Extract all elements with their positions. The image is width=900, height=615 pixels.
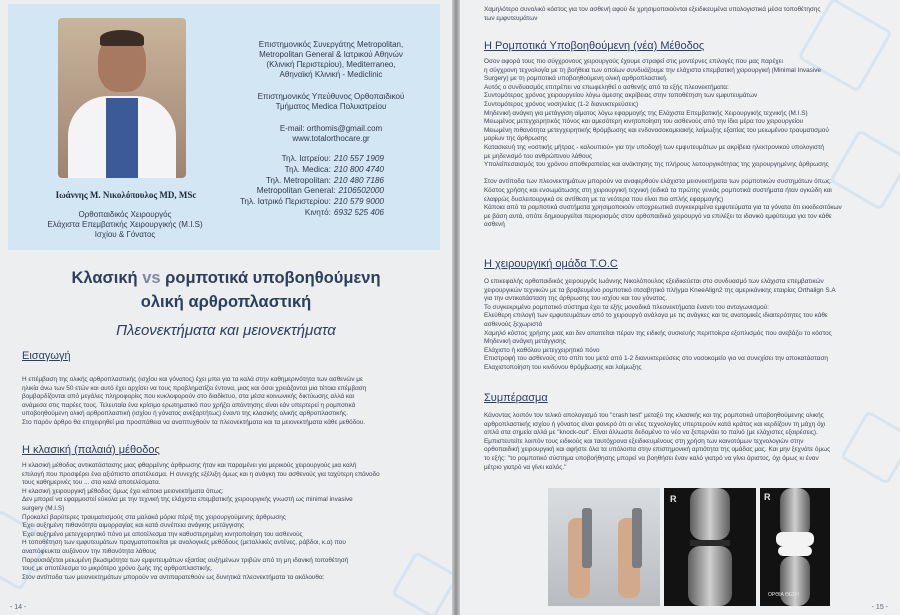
text-line: για την αντικατάσταση της άρθρωσης του ισχίου και του γόνατος. — [484, 295, 668, 303]
text-line: τους με αποτέλεσμα το μικρότερο χρόνο ζωής της αρθροπλαστικής. — [22, 565, 213, 573]
text-line: το εξής: "το ρομποτικό σύστημα υποβοήθησης μπορεί να βοηθήσει έναν καλό γιατρό να γίνει άριστος, όχι όμως κι έναν — [484, 454, 819, 462]
text-line: ασθενούς ξεχωριστά — [484, 320, 543, 328]
section-heading-robotic: Η Ρομποτικά Υποβοηθούμενη (νέα) Μέθοδος — [484, 40, 705, 52]
text-line: Προκαλεί βαρύτερες τραυματισμούς στα μαλακά μόρια πέριξ της χειρουργούμενης άρθρωσης — [22, 513, 286, 521]
text-line: Η κλασική μέθοδος αντικατάστασης μιας φθαρμένης άρθρωσης ήταν και παραμένει για μερικούς χειρουργούς μια καλή — [22, 462, 357, 469]
affiliation-line: Metropolitan General & Ιατρικού Αθηνών — [259, 50, 403, 59]
text-line: Όσον αφορά τους πιο σύγχρονους χειρουργούς έχουμε στραφεί στις μοντέρνες επιλογές που μας παρέχει — [484, 58, 783, 65]
page-number: - 14 - — [10, 604, 27, 611]
email-link[interactable]: E-mail: orthomis@gmail.com — [279, 124, 383, 133]
affiliations-block-1 — [226, 40, 436, 80]
text-line: Κόστος χρήσης και ενσωμάτωσης στη χειρουργική τεχνική (ειδικά τα πρώτης γενιάς ρομποτικά συστήματα ήταν ογκώδη και — [484, 186, 832, 194]
affiliation-line: Τμήματος Medica Πολυιατρείου — [275, 102, 387, 111]
text-line: με βάση αυτά, οπότε δημιουργείται περιορισμός στον ορθοπαιδικό χειρουργό να επιλέξει τα ιδανικό εμφύτευμα για τον κάθε — [484, 212, 832, 220]
text-line: Μειωμένη πιθανότητα μετεγχειρητικής θρόμβωσης και ενδονοσοκομειακής λοίμωξης εξαιτίας του μειωμένου τραυματισμού — [484, 126, 829, 134]
text-line: Στον αντίποδα των πλεονεκτημάτων μπορούν να αναφερθούν ελάχιστα μειονεκτήματα των ρομποτικών συστημάτων όπως: — [484, 178, 832, 186]
text-line: Η κλασική χειρουργική μέθοδος όμως έχει κάποια μειονεκτήματα όπως: — [22, 487, 224, 495]
phone-number[interactable]: 210 480 7186 — [333, 175, 384, 185]
text-line: Ελεύθερη επιλογή των εμφυτευμάτων από το χειρουργό ανάλογα με τις ανάγκες και τις ανατομικές ιδιαιτερότητες του κάθε — [484, 312, 828, 320]
text-line: απλά στα σημεία αλλά με "knock-out". Είναι άλλωστε δεδομένο το νέο να ξεπερνάει το παλιό (με ελάχιστες εξαιρέσεις). — [484, 429, 818, 437]
article-subtitle: Πλεονεκτήματα και μειονεκτήματα — [116, 322, 336, 339]
phone-number[interactable]: 210 800 4740 — [333, 164, 384, 174]
text-line: Στο παρόν άρθρο θα επιχειρηθεί μια προσπάθεια να αναπτυχθούν τα πλεονεκτήματα και τα μειονεκτήματα κάθε μεθόδου. — [22, 418, 366, 426]
section-heading-intro: Εισαγωγή — [22, 350, 71, 362]
text-line: Δεν μπορεί να εφαρμοστεί εύκολα με την τεχνική της ελάχιστα επεμβατικής χειρουργικής γνωστή ως minimal invasive — [22, 496, 353, 504]
contact-list — [214, 154, 444, 219]
contact-row: Τηλ. Medica: 210 800 4740 — [284, 164, 384, 174]
text-line: των εμφυτευμάτων — [484, 14, 538, 22]
text-line: Ο επικεφαλής ορθοπαιδικός χειρουργός Ιωάννης Νικολόπουλος εξειδικεύεται στο συνδυασμό των ελάχιστα επεμβατικών — [484, 278, 824, 285]
text-line: Κάνοντας λοιπόν τον τελικό απολογισμό του "crash test" μεταξύ της κλασικής και της ρομποτικά υποβοηθούμενης ολικής — [484, 412, 824, 419]
doctor-name: Ιωάννης Μ. Νικολόπουλος MD, MSc — [55, 190, 197, 200]
section-body-intro — [22, 376, 440, 432]
text-line: Κάποια από τα ρομποτικά συστήματα χρησιμοποιούν υποχρεωτικά συγκεκριμένα εμφυτεύματα για τα γόνατα ότι εκκιδεσιτόκων — [484, 204, 842, 212]
affiliation-line: Επιστημονικός Συνεργάτης Metropolitan, — [258, 40, 404, 49]
text-line: αναπόφευκτα αυξάνουν την πιθανότητα λάθους — [22, 547, 157, 555]
text-line: Έχει αυξημένο μετεγχειρητικό πόνο με αποτέλεσμα την καθυστερημένη κινητοποίηση του ασθενούς — [22, 530, 303, 538]
text-line: Η επέμβαση της ολικής αρθροπλαστικής (ισχίου και γόνατος) έχει μπει για τα καλά στην καθημερινότητα των ασθενών με — [22, 376, 363, 383]
text-line: Το συγκεκριμένο ρομποτικό σύστημα έχει τα εξής μοναδικά πλεονεκτήματα έναντι του ανταγωνισμού: — [484, 303, 769, 311]
text-line: ελαφρώς δυσλειτουργικά σε αντίθεση με τα νεότερα που είναι πιο απλής εφαρμογής) — [484, 195, 724, 203]
robotic-device-photo — [548, 488, 660, 606]
text-line: υποβοηθούμενη ολική αρθροπλαστική (ισχίου ή γόνατος ανεξαρτήτως) έναντι της κλασικής ολικής αρθροπλαστικής. — [22, 410, 348, 418]
text-line: Ελάχιστο ή καθόλου μετεγχειρητικό πόνο — [484, 346, 600, 354]
text-line: Μηδενική ανάγκη μετάγγισης — [484, 338, 566, 346]
text-line: Στον αντίποδα των μειονεκτημάτων μπορούν να αντιπαρατεθούν ως δυνητικά πλεονεκτήματα τα ακόλουθα: — [22, 573, 325, 581]
affiliation-line: (Κλινική Περιστερίου), Mediterraneo, — [266, 60, 396, 69]
text-line: Εμπιστευτείτε λοιπόν τους ειδικούς και ταυτόχρονα εξειδικευμένους στη χρήση των καινοτόμων τεχνολογιών στην — [484, 437, 804, 445]
doctor-role-line: Ορθοπαιδικός Χειρουργός — [78, 210, 172, 219]
section-body-classic — [22, 462, 440, 602]
section-heading-team: Η χειρουργική ομάδα T.O.C — [484, 258, 618, 270]
text-line: ηλικία άνω των 50 ετών και αυτό έχει αρχίσει να τους προβληματίζει έντονα, μιας και όσοι χρειάζονται μια τέτοια επέμβαση — [22, 384, 367, 392]
text-line: ανάμεσα στις παρέες τους. Τελευταία ένα κρίσιμο ερωτηματικό που χρήζει απάντησης είναι εάν υπερτερεί η ρομποτικά — [22, 401, 356, 409]
text-line: ασθενή — [484, 221, 505, 229]
image-strip — [548, 488, 830, 606]
continued-text — [484, 6, 884, 24]
phone-number[interactable]: 210 557 1909 — [333, 154, 384, 163]
section-heading-conclusion: Συμπέρασμα — [484, 392, 548, 404]
text-line: Η τοποθέτηση των εμφυτευμάτων πραγματοποιείται με αναλογικές μεθόδους (μεταλλικές αντένες, ράβδοι, κ.α) που — [22, 539, 346, 547]
affiliation-line: Αθηναϊκή Κλινική - Mediclinic — [279, 70, 383, 79]
text-line: Κατασκευή της «οστικής μήτρας - καλουπιού» για την υποδοχή των εμφυτευμάτων με ακρίβεια ηλεκτρονικού υπολογιστή — [484, 143, 824, 151]
section-body-robotic — [484, 58, 888, 248]
text-line: Έχει αυξημένη πιθανότητα αιμορραγίας και κατά συνέπεια ανάγκης μετάγγισης — [22, 522, 245, 530]
text-line: Παρουσιάζεται μειωμένη βιωσιμότητα των εμφυτευμάτων εξαιτίας αυξημένων τριβών από τη μη ιδανική τοποθέτησή — [22, 556, 349, 564]
text-line: Συντομότερος χρόνος νοσηλείας (1-2 διανυκτερεύσεις) — [484, 100, 639, 108]
text-line: η σύγχρονη τεχνολογία με τη βοήθεια των οποίων συνδυάζουμε την ελάχιστα επεμβατική χειρουργική (Minimal Invasive — [484, 66, 821, 74]
text-line: ορθοπαιδική χειρουργική και αφήστε όλα τα υπόλοιπα στην επιστημονική αρτιότητα της ομάδας μας. Και μην ξεχνάτε όμως — [484, 446, 831, 454]
text-line: Μειωμένος μετεγχειρητικός πόνος και αμεσότερη κινητοποίηση του ασθενούς από την ίδια μέρα του χειρουργείου — [484, 118, 804, 126]
text-line: Ελαχιστοποίηση του κινδύνου θρόμβωσης και λοίμωξης — [484, 363, 642, 371]
section-body-team — [484, 278, 888, 376]
text-line: μορίων της άρθρωσης — [484, 135, 548, 143]
affiliations-block-2 — [226, 92, 436, 112]
right-page — [460, 0, 900, 615]
text-line: αρθροπλαστικής ισχίου ή γόνατος είναι φανερό ότι οι νέες τεχνολογίες υπερτερούν κατά κράτος και κερδίζουν τη μάχη όχι — [484, 420, 826, 428]
text-line: Αυτός ο συνδυασμός επιτρέπει να επωφεληθεί ο ασθενής από τα εξής πλεονεκτήματα: — [484, 83, 729, 91]
phone-number[interactable]: 6932 525 406 — [333, 207, 384, 217]
website-link[interactable]: www.totalorthocare.gr — [292, 134, 370, 143]
text-line: Επιστροφή του ασθενούς στο σπίτι του μετά από 1-2 διανυκτερεύσεις στο νοσοκομείο για να συνεχίσει την αποκατάσταση — [484, 355, 828, 363]
text-line: Μηδενική ανάγκη για μετάγγιση αίματος λόγω εφαρμογής της Ελάχιστα Επεμβατικής Χειρουργικής τεχνικής (M.I.S) — [484, 109, 808, 117]
doctor-role-line: Ελάχιστα Επεμβατικής Χειρουργικής (M.I.S) — [47, 220, 203, 229]
text-line: surgery (M.I.S) — [22, 504, 65, 512]
contact-row: Τηλ. Metropolitan: 210 480 7186 — [265, 175, 384, 185]
text-line: χειρουργικών τεχνικών με τα βραβευμένο ρομποτικό ιπσαβητικό πλήγμα KneeAlign2 της αμερικάνικης εταιρίας Orthalign S.A — [484, 286, 836, 294]
text-line: Συντομότερος χρόνος χειρουργείου λόγω άμεσης ακρίβειας στην τοποθέτηση των εμφυτευμάτων — [484, 92, 758, 100]
contact-row: Metropolitan General: 2106502000 — [256, 186, 384, 196]
web-block — [226, 124, 436, 144]
text-line: Χαμηλό κόστος χρήσης μιας και δεν απαιτείται πέραν της ειδικής συσκευής περιττοίερα εξοπλισμός που ανεβάζει το κόστος — [484, 329, 832, 337]
page-number: - 15 - — [871, 604, 888, 611]
text-line — [484, 170, 888, 179]
doctor-photo — [58, 18, 186, 178]
text-line: μέτριο γιατρό να γίνει καλός." — [484, 463, 567, 471]
contact-row: Κινητό: 6932 525 406 — [304, 207, 384, 217]
section-body-conclusion — [484, 412, 888, 476]
article-title: Κλασική vs ρομποτικά υποβοηθούμενη ολική αρθροπλαστική — [71, 269, 381, 311]
text-line: τους καθημερινές του ... στα καλά αποτελέσματα. — [22, 479, 161, 487]
book-spine — [452, 0, 460, 615]
knee-xray-after: R ΟΡΘΙΑ ΘΕΣΗ — [760, 488, 830, 606]
knee-xray-before: R — [664, 488, 756, 606]
text-line: επιλογή που προσφέρει ένα αξιόπιστο αποτέλεσμα. Η συνεχής εξέλιξη όμως και η ανάγκη του ασθενούς για ταχύτερη επάνοδο — [22, 470, 380, 478]
text-line: με μηδενισμό του ανθρώπινου λάθους — [484, 152, 593, 160]
text-line: Υπολείπεσαισμός του χρόνου αποθεραπείας και ανάκτησης της πλήρους λειτουργικότητας της χειρουργημένης άρθρωσης — [484, 161, 829, 169]
contact-row: Τηλ. Ιατρείου: 210 557 1909 — [281, 154, 384, 163]
phone-number[interactable]: 2106502000 — [338, 186, 384, 196]
text-line: βομβαρδίζονται από μεγάλες πληροφορίες που κυκλοφορούν στο διαδίκτυο, στα μέσα κοινωνικής δικτύωσης αλλά και — [22, 393, 355, 401]
text-line: Χαμηλότερο συνολικό κόστος για τον ασθενή αφού δε χρησιμοποιούνται εξειδικευμένα υπολογιστικά μέσα τοποθέτησης — [484, 6, 821, 13]
text-line: Surgery) με τη ρομποτικά υποβοηθούμενη ολική αρθροπλαστική. — [484, 75, 668, 83]
doctor-role-line: Ισχίου & Γόνατος — [94, 230, 156, 239]
contact-row: Τηλ. Ιατρικό Περιστερίου: 210 579 9000 — [240, 197, 384, 207]
section-heading-classic: Η κλασική (παλαιά) μέθοδος — [22, 444, 160, 456]
affiliation-line: Επιστημονικός Υπεύθυνος Ορθοπαιδικού — [257, 92, 405, 101]
phone-number[interactable]: 210 579 9000 — [333, 197, 384, 207]
